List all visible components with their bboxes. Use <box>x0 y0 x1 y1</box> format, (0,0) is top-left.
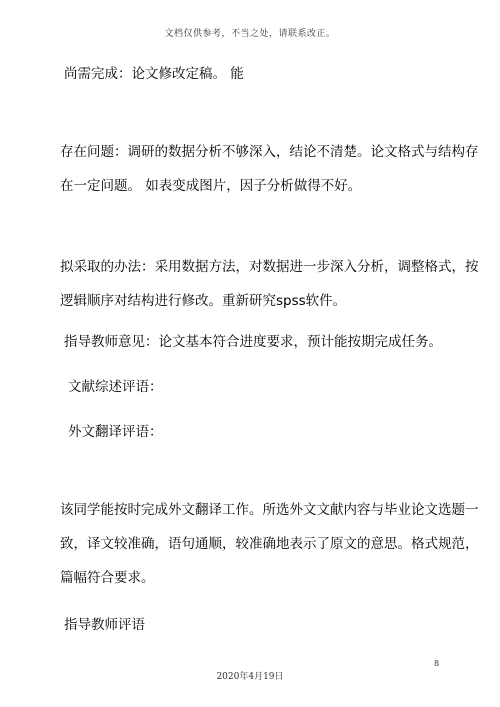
header-disclaimer: 文档仅供参考，不当之处，请联系改正。 <box>164 29 336 39</box>
text-line-translation-label: 外文翻译评语： <box>68 424 163 440</box>
text-line-translation-comment-3: 篇幅符合要求。 <box>60 570 155 586</box>
page-number: 8 <box>434 659 440 668</box>
text-line-translation-comment-2: 致，译文较准确，语句通顺，较准确地表示了原文的意思。格式规范， <box>60 536 479 552</box>
footer-date: 2020年4月19日 <box>216 672 284 682</box>
text-line-problems-1: 存在问题：调研的数据分析不够深入，结论不清楚。论文格式与结构存 <box>60 144 479 160</box>
text-line-approach-2: 逻辑顺序对结构进行修改。重新研究spss软件。 <box>60 293 347 309</box>
text-line-advisor-comment-label: 指导教师评语 <box>64 617 145 633</box>
text-line-remaining-work: 尚需完成：论文修改定稿。 能 <box>64 66 244 82</box>
text-line-translation-comment-1: 该同学能按时完成外文翻译工作。所选外文文献内容与毕业论文选题一 <box>60 502 479 518</box>
text-line-advisor-opinion: 指导教师意见：论文基本符合进度要求，预计能按期完成任务。 <box>64 334 442 350</box>
text-line-literature-review-label: 文献综述评语： <box>68 379 163 395</box>
text-line-problems-2: 在一定问题。 如表变成图片，因子分析做得不好。 <box>60 178 362 194</box>
text-line-approach-1: 拟采取的办法：采用数据方法，对数据进一步深入分析，调整格式，按 <box>60 259 479 275</box>
